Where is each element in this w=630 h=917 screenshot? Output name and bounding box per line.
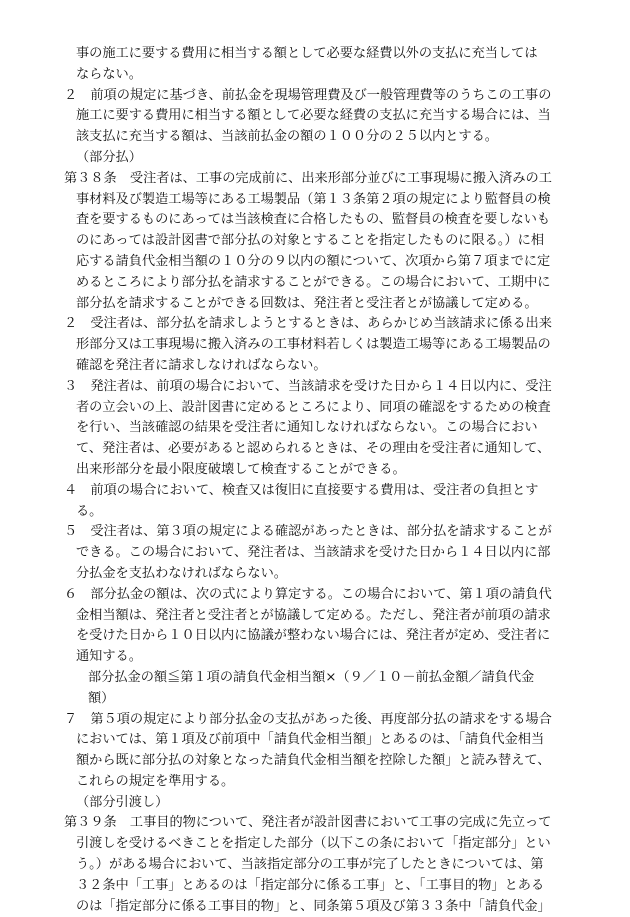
text-line: めるところにより部分払を請求することができる。この場合において、工期中に	[76, 274, 551, 290]
text-line: のにあっては設計図書で部分払の対象とすることを指定したものに限る。）に相	[76, 233, 545, 249]
text-line: ２ 前項の規定に基づき、前払金を現場管理費及び一般管理費等のうちこの工事の	[64, 87, 552, 103]
text-line: ６ 部分払金の額は、次の式により算定する。この場合において、第１項の請負代	[64, 586, 552, 602]
text-line: できる。この場合において、発注者は、当該請求を受けた日から１４日以内に部	[76, 545, 551, 561]
text-line: 者の立会いの上、設計図書に定めるところにより、同項の確認をするための検査	[76, 399, 551, 415]
text-line: 応する請負代金相当額の１０分の９以内の額について、次項から第７項までに定	[76, 253, 551, 269]
text-line: 事の施工に要する費用に相当する額として必要な経費以外の支払に充当しては	[76, 46, 538, 61]
text-line: ３２条中「工事」とあるのは「指定部分に係る工事」と、「工事目的物」とある	[76, 877, 545, 893]
text-line: を受けた日から１０日以内に協議が整わない場合には、発注者が定め、受注者に	[76, 628, 551, 644]
text-line: 該支払に充当する額は、当該前払金の額の１００分の２５以内とする。	[76, 129, 498, 145]
text-line: 部分払金の額≦第１項の請負代金相当額×（９／１０－前払金額／請負代金	[88, 669, 535, 685]
text-line: （部分払）	[76, 149, 142, 165]
text-line: ７ 第５項の規定により部分払金の支払があった後、再度部分払の請求をする場合	[64, 711, 552, 727]
text-line: 査を要するものにあっては当該検査に合格したもの、監督員の検査を要しないも	[76, 212, 551, 228]
text-line: 施工に要する費用に相当する額として必要な経費の支払に充当する場合には、当	[76, 108, 551, 124]
text-line: 金相当額は、発注者と受注者とが協議して定める。ただし、発注者が前項の請求	[76, 607, 551, 623]
text-line: 分払金を支払わなければならない。	[76, 565, 287, 581]
text-line: う。）がある場合において、当該指定部分の工事が完了したときについては、第	[76, 857, 544, 873]
text-line: のは「指定部分に係る工事目的物」と、同条第５項及び第３３条中「請負代金」	[76, 898, 551, 914]
text-line: 第３９条 工事目的物について、発注者が設計図書において工事の完成に先立って	[64, 815, 552, 831]
document-body	[64, 44, 572, 917]
text-line: 第３８条 受注者は、工事の完成前に、出来形部分並びに工事現場に搬入済みの工	[64, 170, 552, 186]
text-line: を行い、当該確認の結果を受注者に通知しなければならない。この場合におい	[76, 420, 538, 436]
text-line: これらの規定を準用する。	[76, 773, 235, 789]
text-line: 引渡しを受けるべきことを指定した部分（以下この条において「指定部分」とい	[76, 836, 551, 852]
text-line: 部分払を請求することができる回数は、発注者と受注者とが協議して定める。	[76, 295, 538, 311]
text-line: て、発注者は、必要があると認められるときは、その理由を受注者に通知して、	[76, 441, 551, 457]
text-line: ３ 発注者は、前項の場合において、当該請求を受けた日から１４日以内に、受注	[64, 378, 552, 394]
text-line: 形部分又は工事現場に搬入済みの工事材料若しくは製造工場等にある工場製品の	[76, 337, 551, 353]
text-line: 確認を発注者に請求しなければならない。	[76, 357, 327, 373]
text-line: る。	[76, 503, 103, 519]
text-line: 事材料及び製造工場等にある工場製品（第１３条第２項の規定により監督員の検	[76, 191, 551, 207]
text-line: 出来形部分を最小限度破壊して検査することができる。	[76, 461, 406, 477]
text-line: ５ 受注者は、第３項の規定による確認があったときは、部分払を請求することが	[64, 524, 552, 540]
text-line: 額）	[88, 690, 115, 706]
text-line: 通知する。	[76, 649, 142, 665]
text-line: 額から既に部分払の対象となった請負代金相当額を控除した額」と読み替えて、	[76, 753, 551, 769]
text-line: （部分引渡し）	[76, 794, 169, 810]
text-line: ４ 前項の場合において、検査又は復旧に直接要する費用は、受注者の負担とす	[64, 482, 539, 498]
text-line: ならない。	[76, 66, 142, 82]
text-line: ２ 受注者は、部分払を請求しようとするときは、あらかじめ当該請求に係る出来	[64, 316, 552, 332]
text-line: においては、第１項及び前項中「請負代金相当額」とあるのは、「請負代金相当	[76, 732, 545, 748]
